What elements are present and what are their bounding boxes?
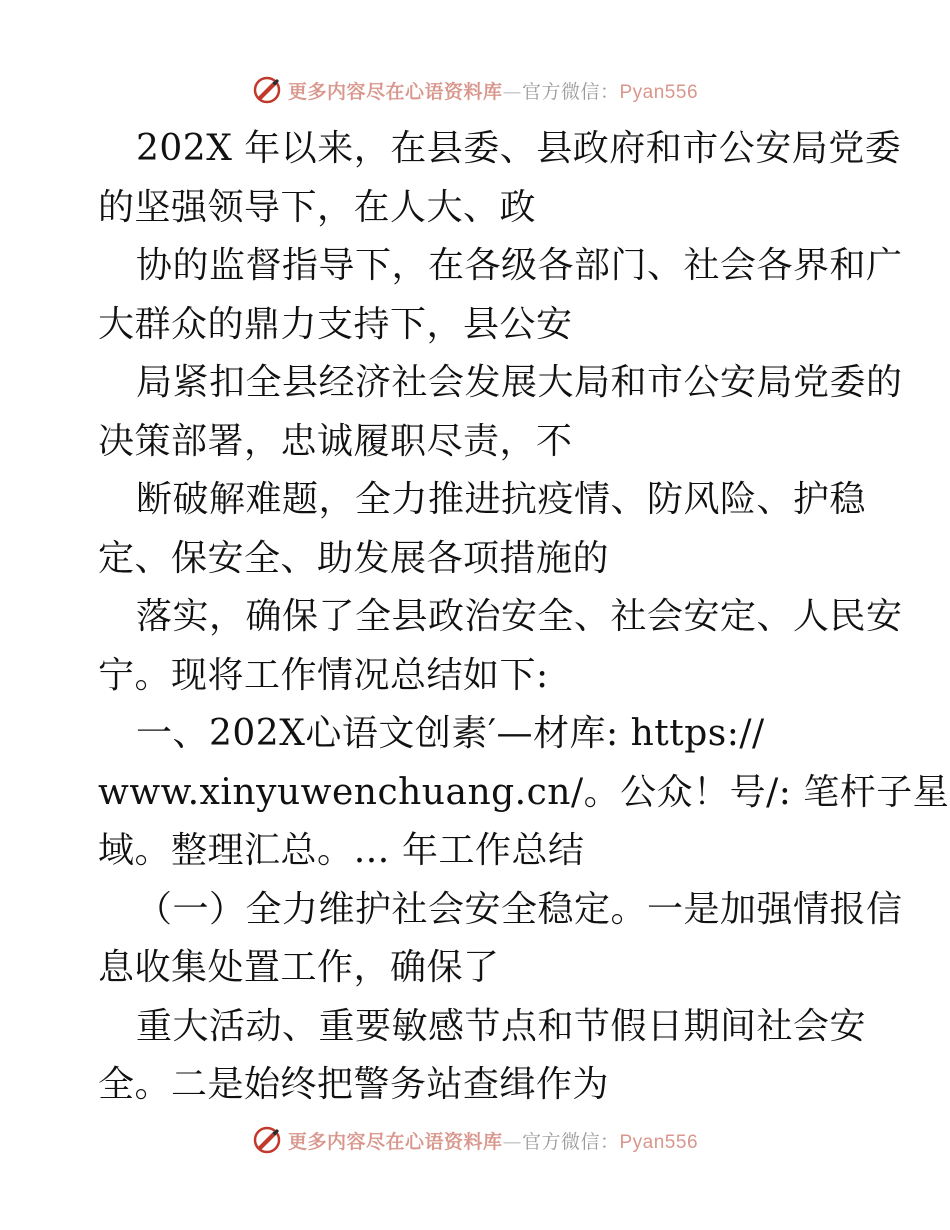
- body-line: 息收集处置工作，确保了: [98, 947, 500, 988]
- body-line: 落实，确保了全县政治安全、社会安定、人民安: [136, 596, 903, 637]
- body-line: 域。整理汇总。… 年工作总结: [98, 830, 585, 871]
- watermark-text: [288, 77, 698, 104]
- body-line: 重大活动、重要敏感节点和节假日期间社会安: [136, 1005, 867, 1047]
- body-line: 的坚强领导下，在人大、政: [98, 186, 537, 228]
- body-line: 全。二是始终把警务站查缉作为: [98, 1064, 610, 1105]
- body-line: 一、202X心语文创素′—材库: https://: [136, 713, 765, 754]
- pen-logo-icon: [252, 75, 282, 105]
- body-line: 局紧扣全县经济社会发展大局和市公安局党委的: [136, 362, 903, 403]
- body-line: 202X 年以来，在县委、县政府和市公安局党委: [136, 128, 902, 169]
- body-line: 断破解难题，全力推进抗疫情、防风险、护稳: [136, 479, 867, 520]
- watermark-separator: —: [502, 1130, 522, 1153]
- watermark-official: 官方微信：: [521, 80, 620, 103]
- watermark-wechat-id: Pyan556: [619, 81, 699, 103]
- body-line: （一）全力维护社会安全稳定。一是加强情报信: [136, 888, 903, 930]
- body-line: 协的监督指导下，在各级各部门、社会各界和广: [136, 245, 903, 286]
- body-line: www.xinyuwenchuang.cn/。公众！号/: 笔杆子星: [98, 771, 950, 813]
- watermark-text: [288, 1127, 698, 1154]
- footer-watermark: [0, 1120, 950, 1160]
- header-watermark: [0, 70, 950, 110]
- watermark-site: 更多内容尽在心语资料库: [287, 80, 503, 103]
- watermark-official: 官方微信：: [521, 1130, 620, 1153]
- pen-logo-icon: [252, 1125, 282, 1155]
- document-body: [98, 120, 950, 1115]
- watermark-wechat-id: Pyan556: [619, 1131, 699, 1153]
- watermark-separator: —: [502, 80, 522, 103]
- body-line: 大群众的鼎力支持下，县公安: [98, 303, 573, 345]
- body-line: 决策部署，忠诚履职尽责，不: [98, 420, 573, 462]
- watermark-site: 更多内容尽在心语资料库: [287, 1130, 503, 1153]
- body-line: 定、保安全、助发展各项措施的: [98, 537, 610, 579]
- body-line: 宁。现将工作情况总结如下:: [98, 654, 549, 696]
